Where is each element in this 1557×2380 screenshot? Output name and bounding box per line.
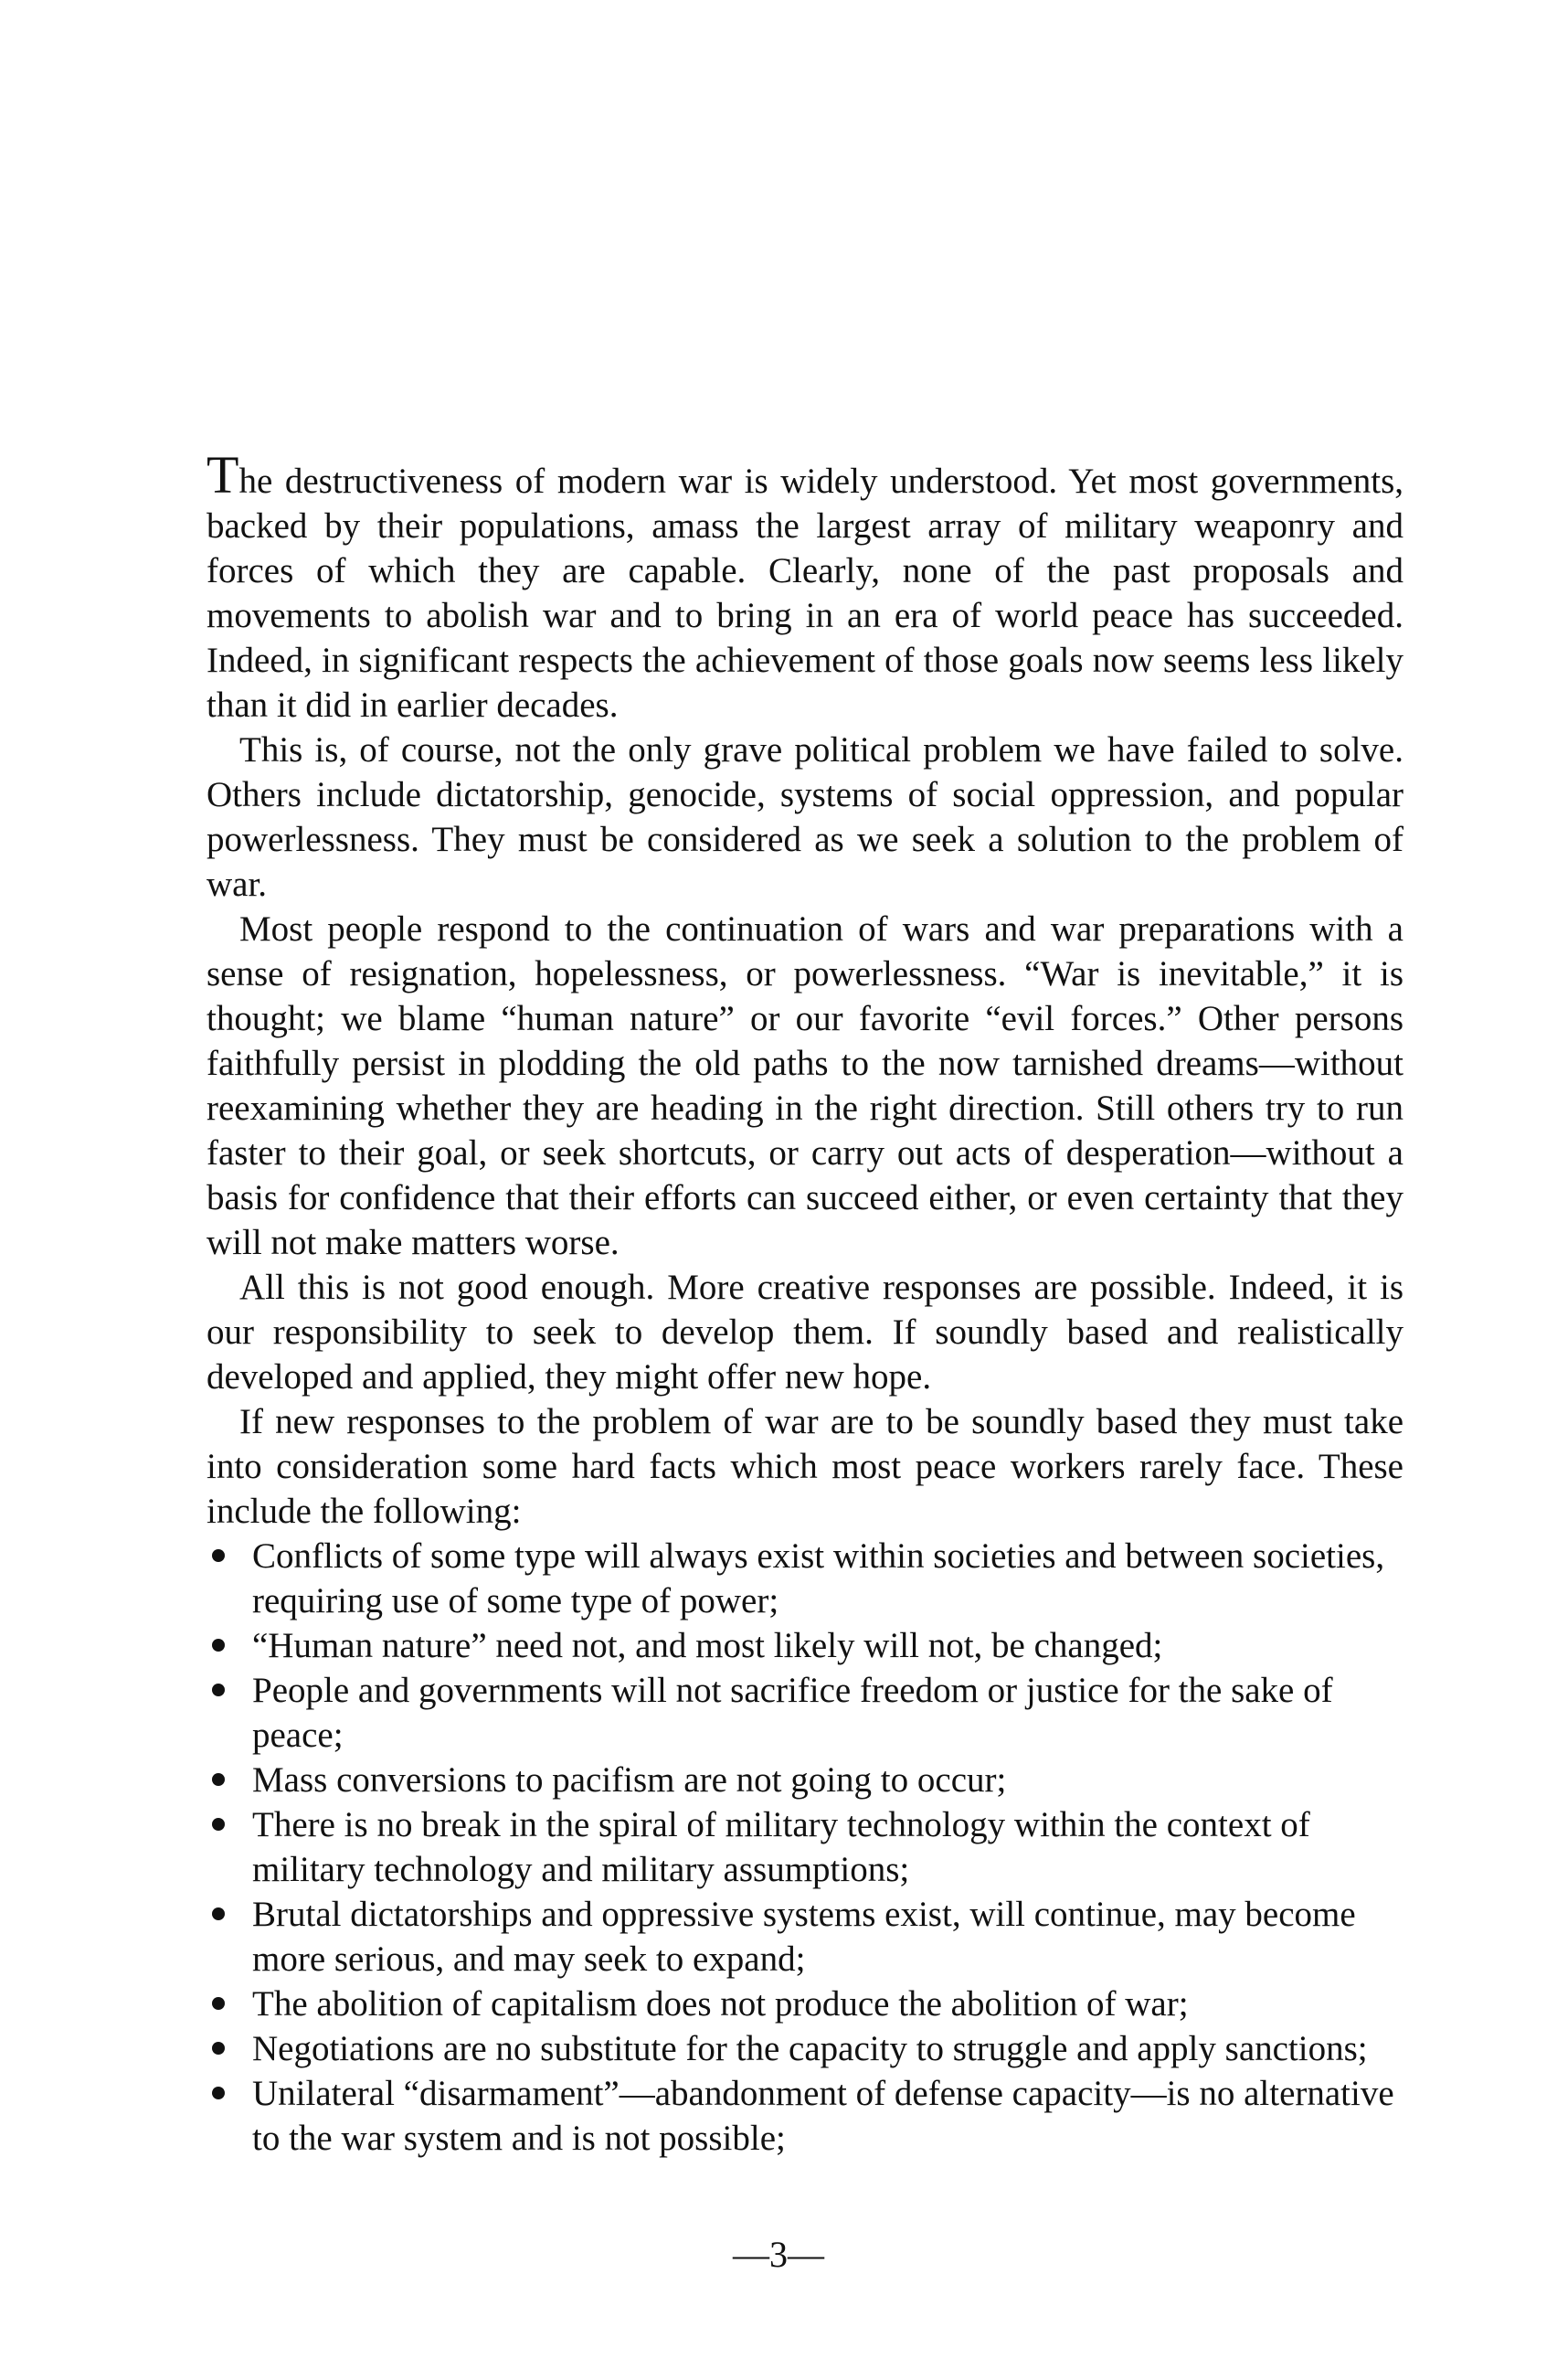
bullet-icon — [212, 2087, 225, 2099]
paragraph-4: All this is not good enough. More creative responses are possible. Indeed, it is our responsibility to seek to develop them. If soundly based and realistically developed and applied, they might offer new hope. — [207, 1268, 1403, 1397]
drop-cap: T — [207, 445, 239, 505]
list-item — [207, 1802, 1403, 1892]
list-item — [207, 1623, 1403, 1668]
bullet-icon — [212, 1997, 225, 2010]
list-item — [207, 1758, 1403, 1802]
list-item — [207, 2026, 1403, 2071]
list-item-text: Unilateral “disarmament”—abandonment of defense capacity—is no alternative to the war system and is not possible; — [252, 2074, 1394, 2158]
list-item — [207, 1534, 1403, 1623]
paragraph-1 — [207, 445, 1403, 728]
paragraph-2: This is, of course, not the only grave political problem we have failed to solve. Others include dictatorship, genocide, systems of social oppression, and popular powerlessness. They must be considered as we seek a solution to the problem of war. — [207, 730, 1403, 904]
list-item-text: Conflicts of some type will always exist within societies and between societies, requiring use of some type of power; — [252, 1536, 1385, 1620]
paragraph-5: If new responses to the problem of war are to be soundly based they must take into consideration some hard facts which most peace workers rarely face. These include the following: — [207, 1402, 1403, 1531]
paragraph-1-text: he destructiveness of modern war is widely understood. Yet most governments, backed by their populations, amass the largest array of military weaponry and forces of which they are capable. Clearly, none of the past proposals and movements to abolish war and to bring in an era of world peace has succeeded. Indeed, in significant respects the achievement of those goals now seems less likely than it did in earlier decades. — [207, 462, 1403, 725]
page-number: —3— — [733, 2234, 824, 2275]
hard-facts-list — [207, 1534, 1403, 2161]
list-item-text: The abolition of capitalism does not produce the abolition of war; — [252, 1984, 1189, 2024]
list-item — [207, 1668, 1403, 1758]
bullet-icon — [212, 1639, 225, 1652]
list-item — [207, 2071, 1403, 2161]
list-item-text: People and governments will not sacrifice freedom or justice for the sake of peace; — [252, 1671, 1333, 1755]
bullet-icon — [212, 2042, 225, 2055]
body-text — [207, 445, 1403, 2161]
list-item-text: “Human nature” need not, and most likely will not, be changed; — [252, 1626, 1163, 1665]
list-item-text: There is no break in the spiral of military technology within the context of military technology and military assumptions; — [252, 1805, 1310, 1889]
paragraph-3: Most people respond to the continuation of wars and war preparations with a sense of resignation, hopelessness, or powerlessness. “War is inevitable,” it is thought; we blame “human nature” or our favorite “evil forces.” Other persons faithfully persist in plodding the old paths to the now tarnished dreams—without reexamining whether they are heading in the right direction. Still others try to run faster to their goal, or seek shortcuts, or carry out acts of desperation—without a basis for confidence that their efforts can succeed either, or even certainty that they will not make matters worse. — [207, 909, 1403, 1262]
list-item-text: Negotiations are no substitute for the capacity to struggle and apply sanctions; — [252, 2029, 1368, 2068]
list-item-text: Mass conversions to pacifism are not going to occur; — [252, 1760, 1007, 1800]
bullet-icon — [212, 1773, 225, 1786]
bullet-icon — [212, 1549, 225, 1562]
list-item-text: Brutal dictatorships and oppressive systems exist, will continue, may become more serious, and may seek to expand; — [252, 1895, 1356, 1979]
bullet-icon — [212, 1684, 225, 1696]
list-item — [207, 1892, 1403, 1982]
bullet-icon — [212, 1818, 225, 1831]
list-item — [207, 1982, 1403, 2026]
bullet-icon — [212, 1907, 225, 1920]
